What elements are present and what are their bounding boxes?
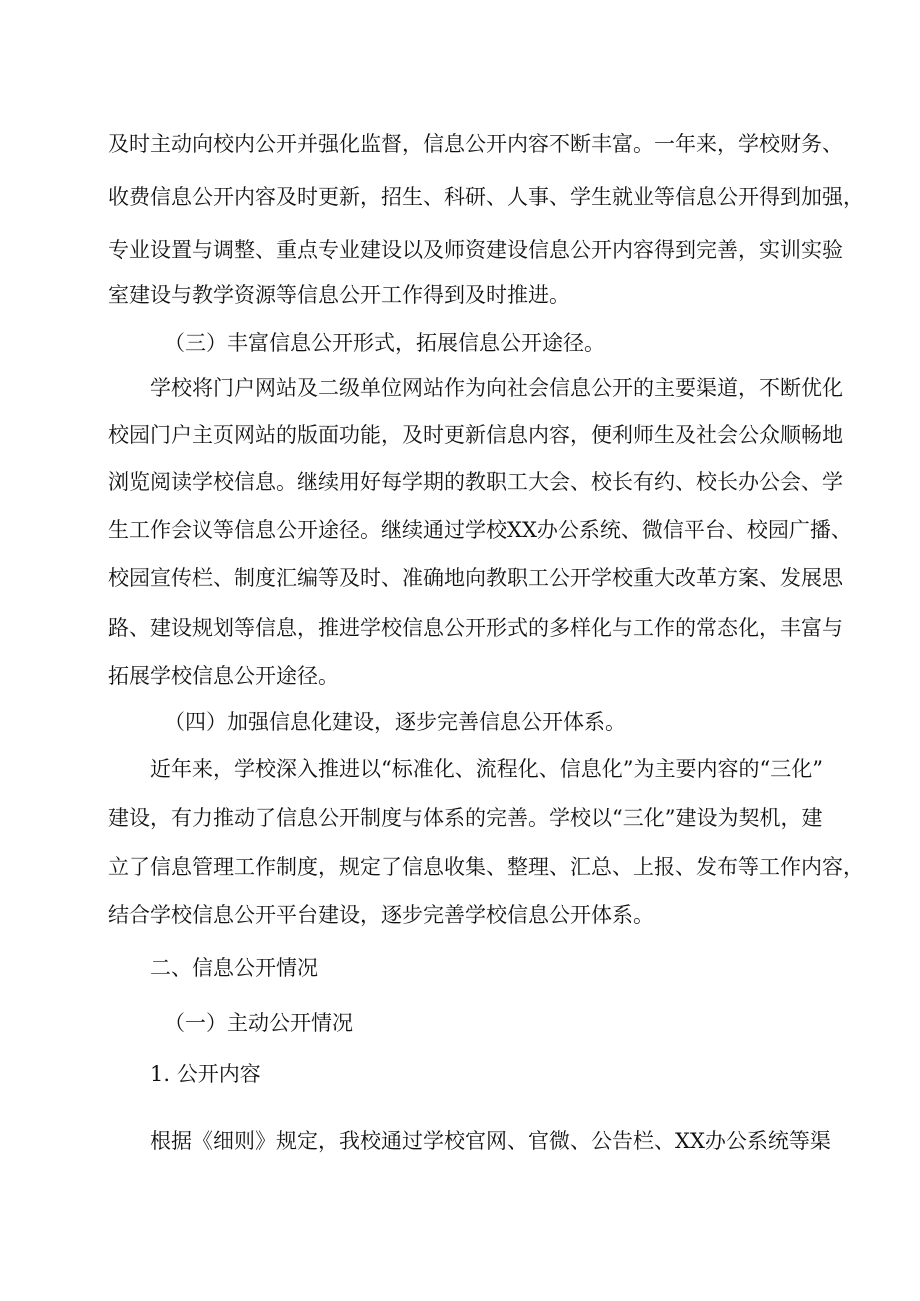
paragraph-line: 根据《细则》规定，我校通过学校官网、官微、公告栏、XX办公系统等渠 [150,1129,831,1153]
paragraph-line: 生工作会议等信息公开途径。继续通过学校XX办公系统、微信平台、校园广播、 [108,518,852,542]
paragraph-line: 学校将门户网站及二级单位网站作为向社会信息公开的主要渠道，不断优化 [150,376,843,400]
subsection-heading: （一）主动公开情况 [164,1011,353,1035]
paragraph-line: 校园门户主页网站的版面功能，及时更新信息内容，便利师生及社会公众顺畅地 [108,423,843,447]
paragraph-line: 近年来，学校深入推进以“标准化、流程化、信息化”为主要内容的“三化” [150,757,823,781]
paragraph-line: 路、建设规划等信息，推进学校信息公开形式的多样化与工作的常态化，丰富与 [108,616,843,640]
subsection-heading: （四）加强信息化建设，逐步完善信息公开体系。 [164,710,626,734]
subsection-heading: （三）丰富信息公开形式，拓展信息公开途径。 [164,331,605,355]
paragraph-line: 专业设置与调整、重点专业建设以及师资建设信息公开内容得到完善，实训实验 [108,238,843,262]
paragraph-line: 及时主动向校内公开并强化监督，信息公开内容不断丰富。一年来，学校财务、 [108,132,843,156]
paragraph-line: 浏览阅读学校信息。继续用好每学期的教职工大会、校长有约、校长办公会、学 [108,470,843,494]
paragraph-line: 建设，有力推动了信息公开制度与体系的完善。学校以“三化”建设为契机，建 [108,806,823,830]
paragraph-line: 拓展学校信息公开途径。 [108,664,339,688]
paragraph-line: 收费信息公开内容及时更新，招生、科研、人事、学生就业等信息公开得到加强， [108,185,864,209]
paragraph-line: 结合学校信息公开平台建设，逐步完善学校信息公开体系。 [108,903,654,927]
paragraph-line: 室建设与教学资源等信息公开工作得到及时推进。 [108,283,570,307]
section-heading: 二、信息公开情况 [150,956,318,980]
paragraph-line: 立了信息管理工作制度，规定了信息收集、整理、汇总、上报、发布等工作内容， [108,855,864,879]
item-heading: 1. 公开内容 [150,1062,261,1086]
paragraph-line: 校园宣传栏、制度汇编等及时、准确地向教职工公开学校重大改革方案、发展思 [108,566,843,590]
